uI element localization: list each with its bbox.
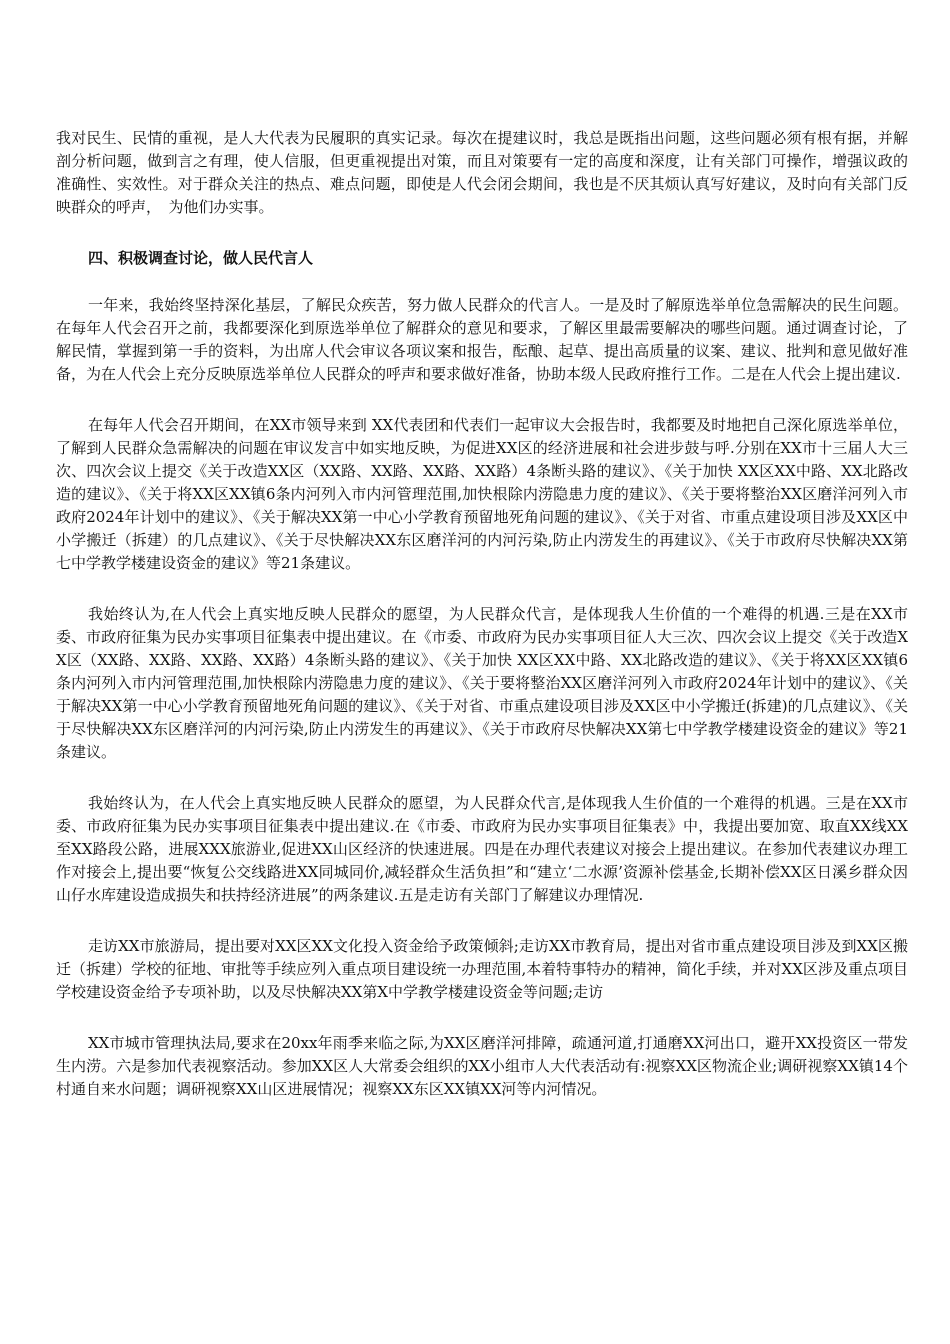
paragraph-1: 我对民生、民情的重视，是人大代表为民履职的真实记录。每次在提建议时，我总是既指出问题，这些问题必须有根有据，并解剖分析问题，做到言之有理，使人信服，但更重视提出对策，而且对策要有一定的高度和深度，让有关部门可操作，增强议政的准确性、实效性。对于群众关注的热点、难点问题，即使是人代会闭会期间，我也是不厌其烦认真写好建议，及时向有关部门反映群众的呼声， 为他们办实事。 <box>56 129 908 216</box>
paragraph-3: 在每年人代会召开期间，在XX市领导来到 XX代表团和代表们一起审议大会报告时，我都要及时地把自己深化原选举单位，了解到人民群众急需解决的问题在审议发言中如实地反映，为促进XX区的经济进展和社会进步鼓与呼.分别在XX市十三届人大三次、四次会议上提交《关于改造XX区（XX路、XX路、XX路、XX路）4条断头路的建议》、《关于加快 XX区XX中路、XX北路改造的建议》、《关于将XX区XX镇6条内河列入市内河管理范围,加快根除内涝隐患力度的建议》、《关于要将整治XX区磨洋河列入市政府2024年计划中的建议》、《关于解决XX第一中心小学教育预留地死角问题的建议》、《关于对省、市重点建设项目涉及XX区中小学搬迁（拆建）的几点建议》、《关于尽快解决XX东区磨洋河的内河污染,防止内涝发生的再建议》、《关于市政府尽快解决XX第七中学教学楼建设资金的建议》等21条建议。 <box>56 416 908 572</box>
document-page <box>56 127 908 1129</box>
paragraph-2: 一年来，我始终坚持深化基层，了解民众疾苦，努力做人民群众的代言人。一是及时了解原选举单位急需解决的民生问题。在每年人代会召开之前，我都要深化到原选举单位了解群众的意见和要求，了解区里最需要解决的哪些问题。通过调查讨论，了解民情，掌握到第一手的资料，为出席人代会审议各项议案和报告，酝酿、起草、提出高质量的议案、建议、批判和意见做好准备，为在人代会上充分反映原选举单位人民群众的呼声和要求做好准备，协助本级人民政府推行工作。二是在人代会上提出建议. <box>56 296 908 383</box>
section-heading-4: 四、积极调查讨论，做人民代言人 <box>88 249 314 267</box>
paragraph-6: 走访XX市旅游局，提出要对XX区XX文化投入资金给予政策倾斜;走访XX市教育局，提出对省市重点建设项目涉及到XX区搬迁（拆建）学校的征地、审批等手续应列入重点项目建设统一办理范围,本着特事特办的精神，简化手续，并对XX区涉及重点项目学校建设资金给予专项补助，以及尽快解决XX第X中学教学楼建设资金等问题;走访 <box>56 937 908 1001</box>
paragraph-5: 我始终认为，在人代会上真实地反映人民群众的愿望，为人民群众代言,是体现我人生价值的一个难得的机遇。三是在XX市委、市政府征集为民办实事项目征集表中提出建议.在《市委、市政府为民办实事项目征集表》中，我提出要加宽、取直XX线XX至XX路段公路，进展XXX旅游业,促进XX山区经济的快速进展。四是在办理代表建议对接会上提出建议。在参加代表建议办理工作对接会上,提出要“恢复公交线路进XX同城同价,减轻群众生活负担”和“建立‘二水源’资源补偿基金,长期补偿XX区日溪乡群众因山仔水库建设造成损失和扶持经济进展”的两条建议.五是走访有关部门了解建议办理情况. <box>56 794 908 904</box>
paragraph-4: 我始终认为,在人代会上真实地反映人民群众的愿望，为人民群众代言，是体现我人生价值的一个难得的机遇.三是在XX市委、市政府征集为民办实事项目征集表中提出建议。在《市委、市政府为民办实事项目征人大三次、四次会议上提交《关于改造XX区（XX路、XX路、XX路、XX路）4条断头路的建议》、《关于加快 XX区XX中路、XX北路改造的建议》、《关于将XX区XX镇6条内河列入市内河管理范围,加快根除内涝隐患力度的建议》、《关于要将整治XX区磨洋河列入市政府2024年计划中的建议》、《关于解决XX第一中心小学教育预留地死角问题的建议》、《关于对省、市重点建设项目涉及XX区中小学搬迁(拆建)的几点建议》、《关于尽快解决XX东区磨洋河的内河污染,防止内涝发生的再建议》、《关于市政府尽快解决XX第七中学教学楼建设资金的建议》等21条建议。 <box>56 605 908 761</box>
paragraph-7: XX市城市管理执法局,要求在20xx年雨季来临之际,为XX区磨洋河排障，疏通河道,打通磨XX河出口，避开XX投资区一带发生内涝。六是参加代表视察活动。参加XX区人大常委会组织的XX小组市人大代表活动有:视察XX区物流企业;调研视察XX镇14个村通自来水问题；调研视察XX山区进展情况；视察XX东区XX镇XX河等内河情况。 <box>56 1034 908 1098</box>
